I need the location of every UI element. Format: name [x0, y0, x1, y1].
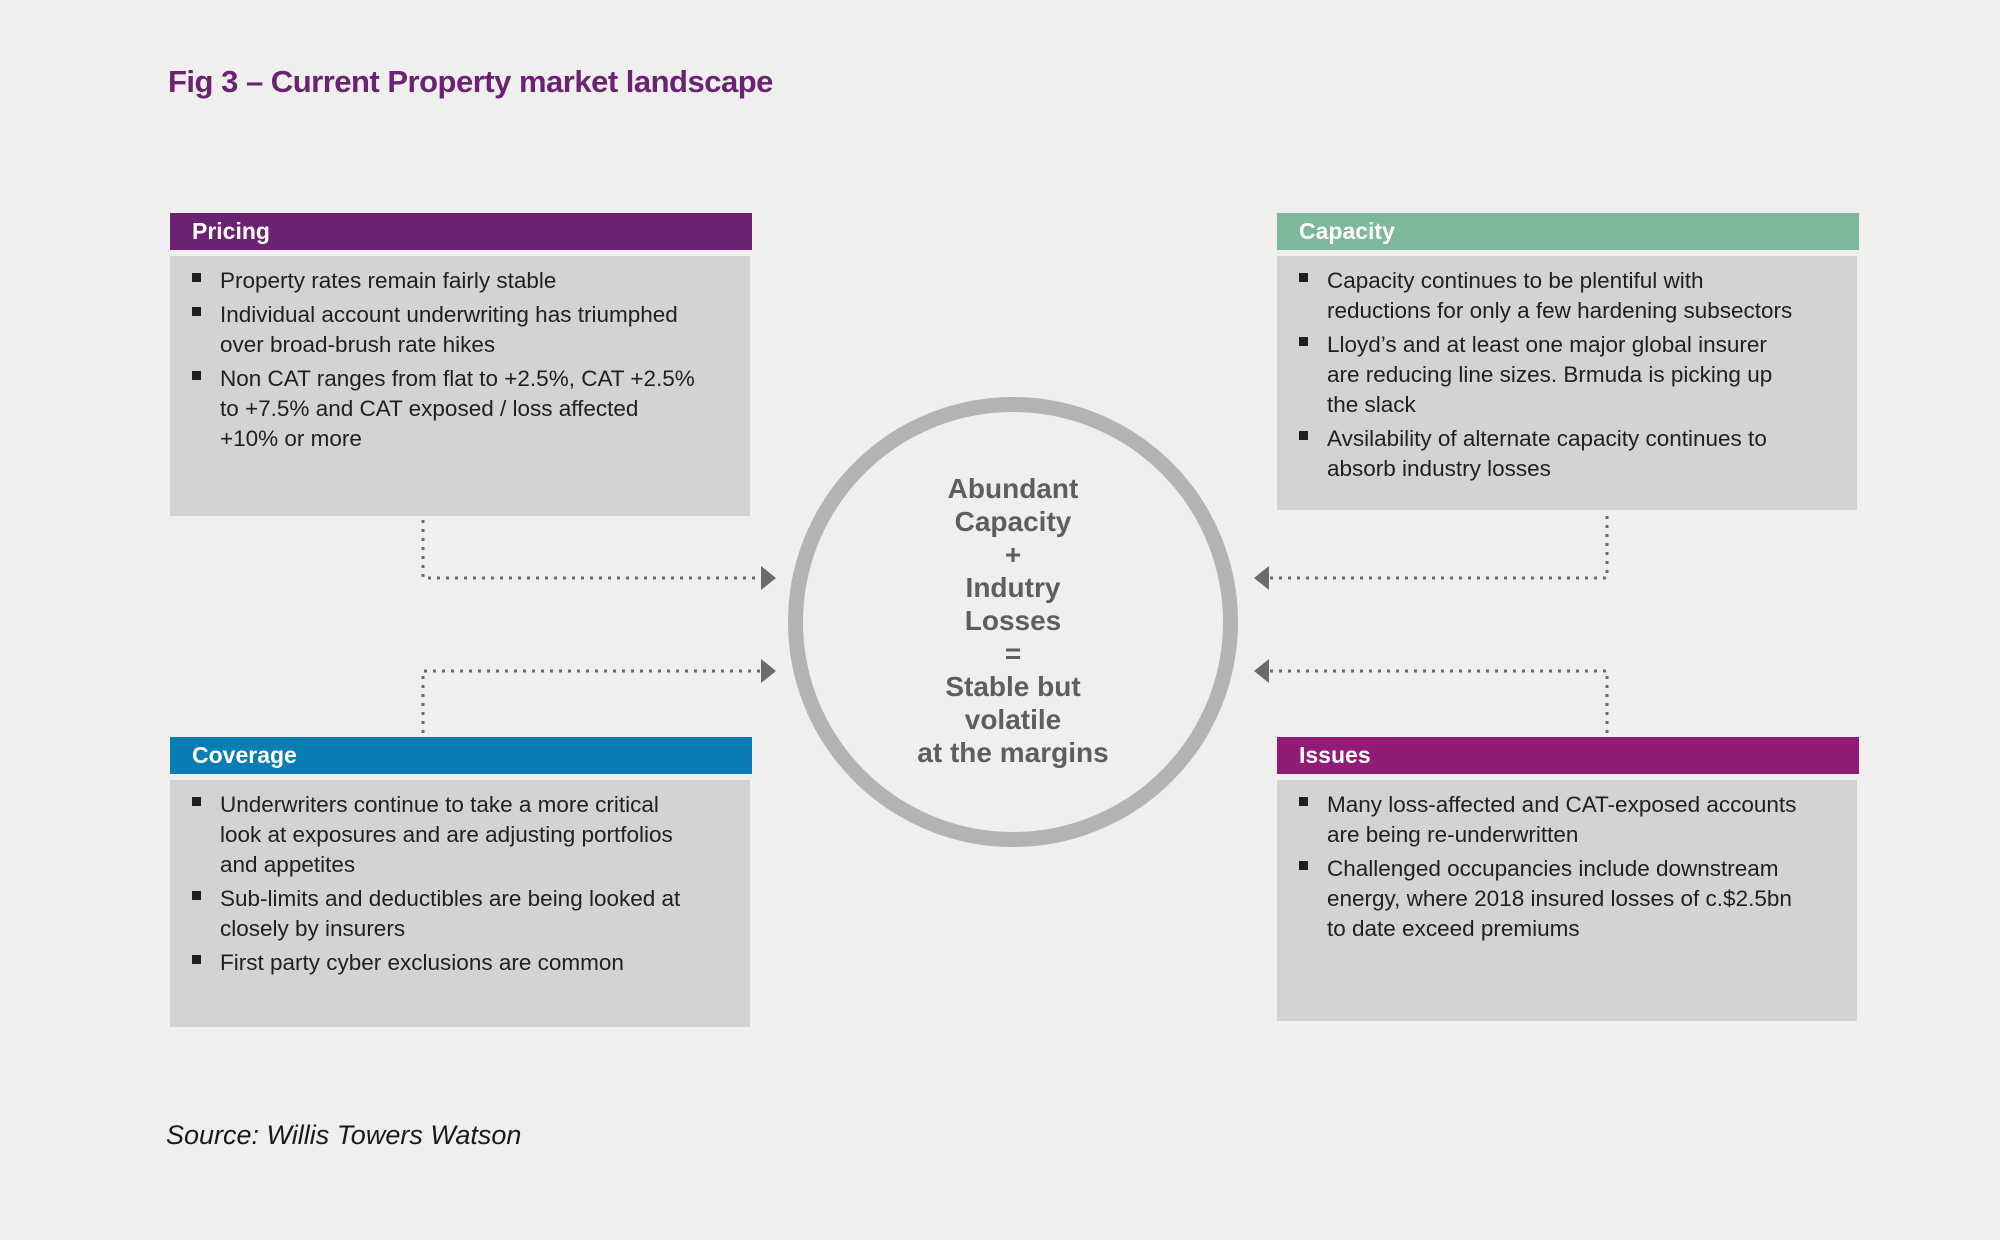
capacity-arrowhead [1254, 566, 1269, 590]
center-line: Losses [964, 605, 1062, 636]
bullet-line: Underwriters continue to take a more critical [220, 792, 659, 817]
bullet-line: and appetites [220, 852, 356, 877]
coverage-connector [423, 671, 760, 733]
bullet-line: are being re-underwritten [1327, 822, 1579, 847]
center-text [813, 472, 1213, 769]
issues-header: Issues [1277, 737, 1859, 774]
center-line: Abundant [947, 473, 1079, 504]
center-line: Capacity [954, 506, 1072, 537]
coverage-arrowhead [761, 659, 776, 683]
pricing-connector [423, 520, 760, 578]
bullet-line: +10% or more [220, 426, 362, 451]
bullet-line: Challenged occupancies include downstream [1327, 856, 1779, 881]
center-line: at the margins [917, 737, 1109, 768]
bullet-line: look at exposures and are adjusting portfolios [220, 822, 673, 847]
bullet-line: Lloyd’s and at least one major global insurer [1327, 332, 1767, 357]
bullet-line: reductions for only a few hardening subsectors [1327, 298, 1793, 323]
bullet-line: over broad-brush rate hikes [220, 332, 496, 357]
bullet-line: to +7.5% and CAT exposed / loss affected [220, 396, 639, 421]
center-line: Indutry [965, 572, 1061, 603]
coverage-header: Coverage [170, 737, 752, 774]
center-line: Stable but [945, 671, 1081, 702]
bullet-line: Individual account underwriting has triumphed [220, 302, 678, 327]
center-line: + [1004, 539, 1022, 570]
bullet-line: Non CAT ranges from flat to +2.5%, CAT +2.5% [220, 366, 695, 391]
bullet-line: energy, where 2018 insured losses of c.$2.5bn [1327, 886, 1792, 911]
center-line: = [1004, 638, 1022, 669]
bullet-line: absorb industry losses [1327, 456, 1551, 481]
bullet-line: Capacity continues to be plentiful with [1327, 268, 1704, 293]
issues-arrowhead [1254, 659, 1269, 683]
bullet-line: the slack [1327, 392, 1416, 417]
issues-connector [1270, 671, 1607, 733]
source-note: Source: Willis Towers Watson [166, 1120, 522, 1150]
pricing-header: Pricing [170, 213, 752, 250]
bullet-line: Property rates remain fairly stable [220, 268, 557, 293]
center-line: volatile [964, 704, 1062, 735]
bullet-line: closely by insurers [220, 916, 406, 941]
figure-title: Fig 3 – Current Property market landscape [168, 64, 773, 99]
bullet-line: to date exceed premiums [1327, 916, 1580, 941]
bullet-line: are reducing line sizes. Brmuda is picking up [1327, 362, 1773, 387]
pricing-arrowhead [761, 566, 776, 590]
capacity-header: Capacity [1277, 213, 1859, 250]
capacity-connector [1270, 516, 1607, 578]
bullet-line: Avsilability of alternate capacity continues to [1327, 426, 1767, 451]
bullet-line: Many loss-affected and CAT-exposed accounts [1327, 792, 1797, 817]
bullet-line: First party cyber exclusions are common [220, 950, 624, 975]
bullet-line: Sub-limits and deductibles are being looked at [220, 886, 681, 911]
